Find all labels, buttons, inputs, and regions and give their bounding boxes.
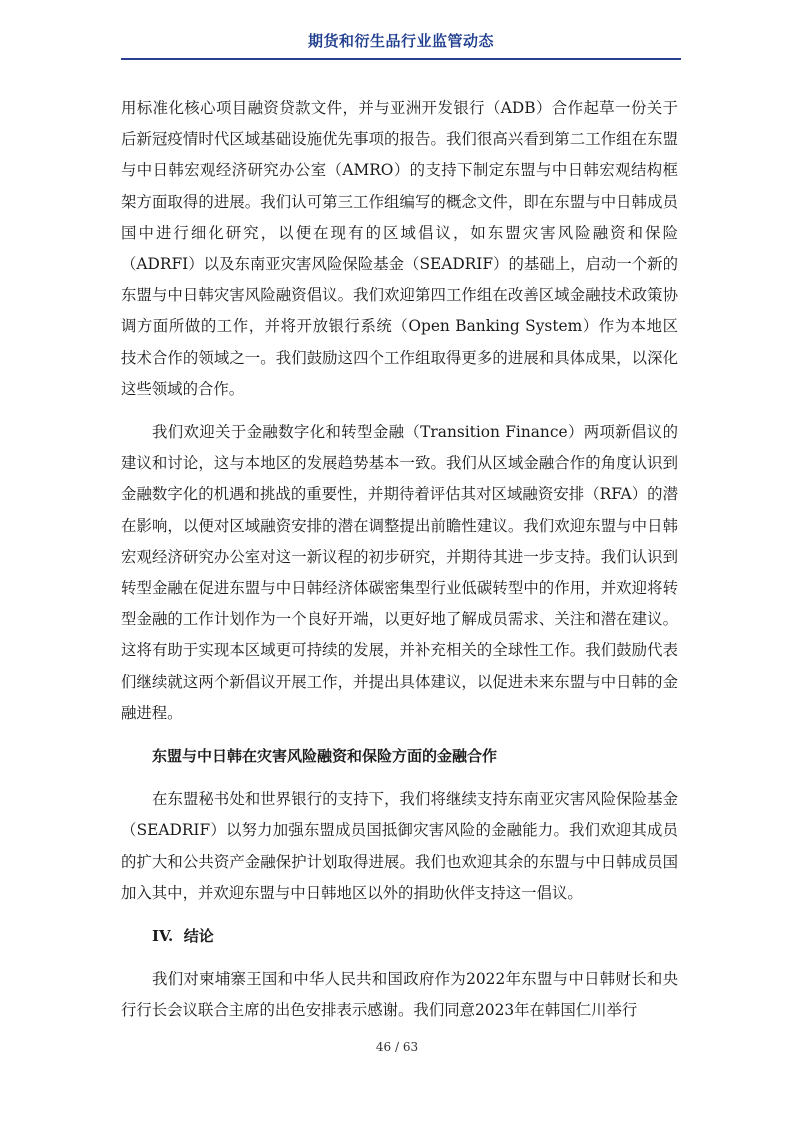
paragraph-conclusion: 我们对柬埔寨王国和中华人民共和国政府作为2022年东盟与中日韩财长和央行行长会议联合主席的出色安排表示感谢。我们同意2023年在韩国仁川举行 — [121, 970, 678, 1020]
page-content — [121, 93, 678, 1027]
section-number: IV. — [152, 927, 174, 946]
section-heading-disaster-risk: 东盟与中日韩在灾害风险融资和保险方面的金融合作 — [152, 747, 498, 766]
section-title: 结论 — [183, 927, 214, 946]
paragraph-seadrif: 在东盟秘书处和世界银行的支持下，我们将继续支持东南亚灾害风险保险基金（SEADRIF）以努力加强东盟成员国抵御灾害风险的金融能力。我们欢迎其成员的扩大和公共资产金融保护计划取得进展。我们也欢迎其余的东盟与中日韩成员国加入其中，并欢迎东盟与中日韩地区以外的捐助伙伴支持这一倡议。 — [121, 790, 678, 902]
header-divider — [121, 58, 681, 60]
paragraph-working-groups: 用标准化核心项目融资贷款文件，并与亚洲开发银行（ADB）合作起草一份关于后新冠疫情时代区域基础设施优先事项的报告。我们很高兴看到第二工作组在东盟与中日韩宏观经济研究办公室（AMRO）的支持下制定东盟与中日韩宏观结构框架方面取得的进展。我们认可第三工作组编写的概念文件，即在东盟与中日韩成员国中进行细化研究，以便在现有的区域倡议，如东盟灾害风险融资和保险（ADRFI）以及东南亚灾害风险保险基金（SEADRIF）的基础上，启动一个新的东盟与中日韩灾害风险融资倡议。我们欢迎第四工作组在改善区域金融技术政策协调方面所做的工作，并将开放银行系统（Open Banking System）作为本地区技术合作的领域之一。我们鼓励这四个工作组取得更多的进展和具体成果，以深化这些领域的合作。 — [121, 99, 678, 398]
section-heading-conclusion — [121, 921, 678, 952]
running-header: 期货和衍生品行业监管动态 — [307, 32, 494, 50]
paragraph-new-initiatives: 我们欢迎关于金融数字化和转型金融（Transition Finance）两项新倡议的建议和讨论，这与本地区的发展趋势基本一致。我们从区域金融合作的角度认识到金融数字化的机遇和挑战的重要性，并期待着评估其对区域融资安排（RFA）的潜在影响，以便对区域融资安排的潜在调整提出前瞻性建议。我们欢迎东盟与中日韩宏观经济研究办公室对这一新议程的初步研究，并期待其进一步支持。我们认识到转型金融在促进东盟与中日韩经济体碳密集型行业低碳转型中的作用，并欢迎将转型金融的工作计划作为一个良好开端，以更好地了解成员需求、关注和潜在建议。这将有助于实现本区域更可持续的发展，并补充相关的全球性工作。我们鼓励代表们继续就这两个新倡议开展工作，并提出具体建议，以促进未来东盟与中日韩的金融进程。 — [121, 423, 678, 722]
page-number: 46 / 63 — [375, 1040, 419, 1054]
